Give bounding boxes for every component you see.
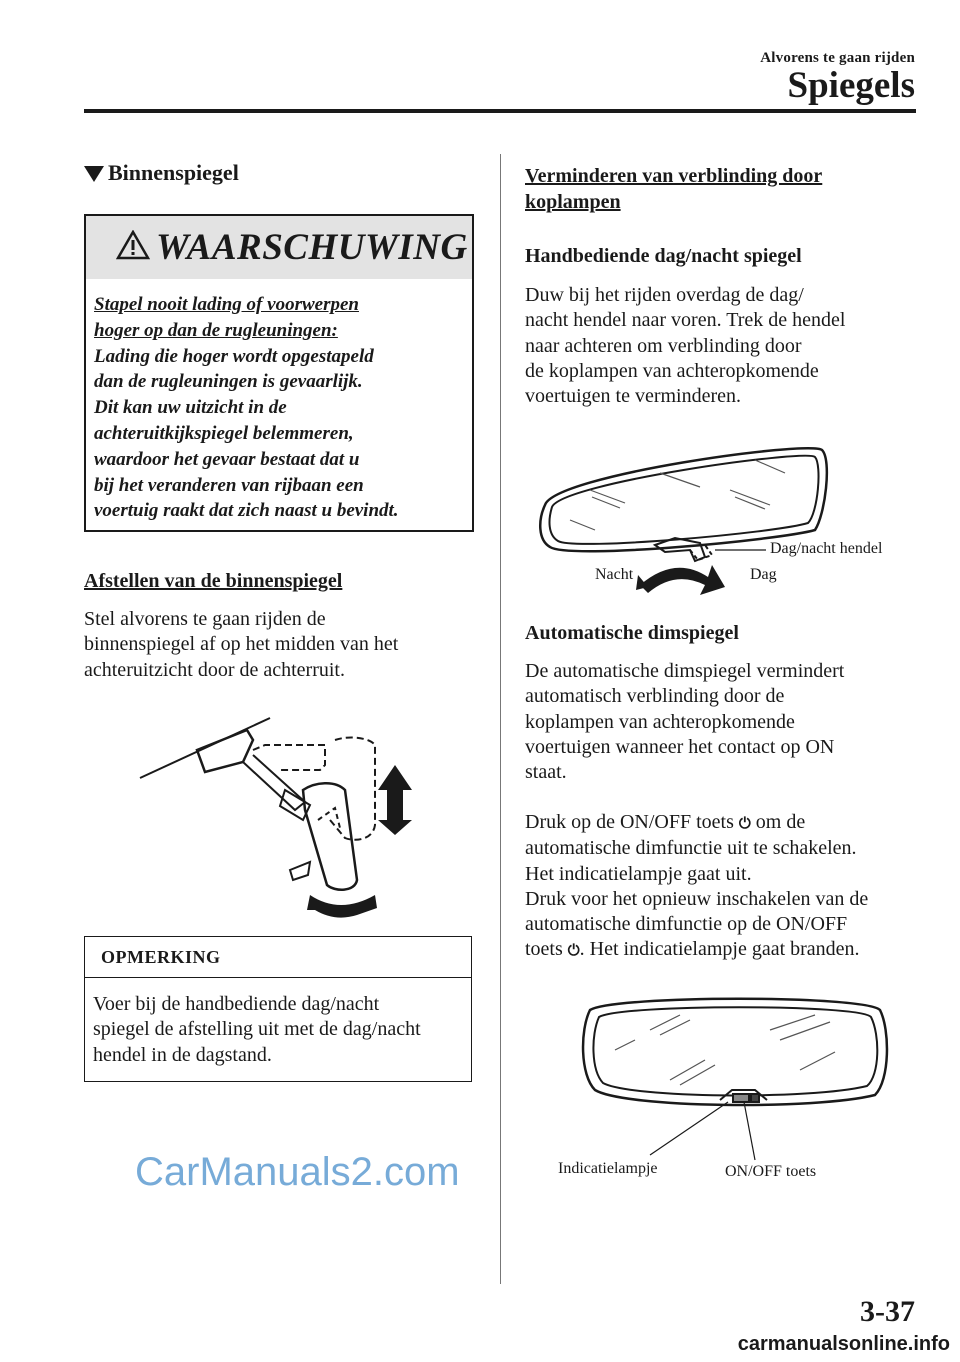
on-off-button-label: ON/OFF toets <box>725 1163 817 1180</box>
text-line: Druk voor het opnieuw inschakelen van de <box>525 887 869 910</box>
text-line: automatische dimfunctie uit te schakelen. <box>525 837 857 860</box>
text-line: automatische dimfunctie op de ON/OFF <box>525 913 848 936</box>
page-number: 3-37 <box>860 1295 915 1328</box>
text-line: voertuigen wanneer het contact op ON <box>525 735 835 758</box>
warning-line: bij het veranderen van rijbaan een <box>94 474 364 496</box>
manual-heading: Handbediende dag/nacht spiegel <box>525 245 802 267</box>
warning-header <box>86 216 472 279</box>
text-line: binnenspiegel af op het midden van het <box>84 633 399 656</box>
auto-dim-mirror-illustration <box>555 990 895 1165</box>
warning-box <box>84 214 474 532</box>
text-line: De automatische dimspiegel vermindert <box>525 660 845 682</box>
warning-line: waardoor het gevaar bestaat dat u <box>94 448 360 470</box>
night-label: Nacht <box>595 566 634 583</box>
warning-line: voertuig raakt dat zich naast u bevindt. <box>94 500 399 522</box>
footer-url: carmanualsonline.info <box>737 1333 950 1355</box>
text-line: spiegel de afstelling uit met de dag/nacht <box>93 1018 421 1041</box>
heading-line: Verminderen van verblinding door <box>525 165 823 187</box>
text-line: automatisch verblinding door de <box>525 685 785 708</box>
text-line <box>525 810 925 836</box>
indicator-label: Indicatielampje <box>558 1160 658 1177</box>
text-line: nacht hendel naar voren. Trek de hendel <box>525 309 846 332</box>
text-line: hendel in de dagstand. <box>93 1043 272 1066</box>
day-night-mirror-illustration <box>530 435 840 605</box>
note-body <box>93 992 467 1068</box>
text-line <box>525 937 925 963</box>
glare-heading <box>525 163 822 215</box>
mirror-adjust-illustration <box>135 710 425 920</box>
text-span: Druk op de ON/OFF toets <box>525 811 734 833</box>
text-span: toets <box>525 938 563 961</box>
header-section: Alvorens te gaan rijden <box>760 50 915 66</box>
watermark: CarManuals2.com <box>135 1150 460 1194</box>
text-span: om de <box>755 811 806 833</box>
power-icon: ⏻ <box>567 941 580 960</box>
text-line: Het indicatielampje gaat uit. <box>525 862 752 885</box>
warning-line: dan de rugleuningen is gevaarlijk. <box>94 371 363 393</box>
warning-triangle-icon <box>116 230 150 260</box>
text-line: koplampen van achteropkomende <box>525 710 795 733</box>
text-line: naar achteren om verblinding door <box>525 334 802 357</box>
header-rule <box>84 109 916 113</box>
adjust-heading: Afstellen van de binnenspiegel <box>84 570 343 592</box>
day-night-lever-label: Dag/nacht hendel <box>770 540 883 557</box>
note-title: OPMERKING <box>101 947 221 967</box>
heading-line: koplampen <box>525 191 621 213</box>
text-line: de koplampen van achteropkomende <box>525 359 819 382</box>
warning-line: achteruitkijkspiegel belemmeren, <box>94 422 354 444</box>
auto-dim-paragraph <box>525 659 925 785</box>
power-icon: ⏻ <box>738 814 751 832</box>
text-line: voertuigen te verminderen. <box>525 385 742 408</box>
text-line: Stel alvorens te gaan rijden de <box>84 608 326 630</box>
text-line: Duw bij het rijden overdag de dag/ <box>525 284 804 306</box>
warning-title: WAARSCHUWING <box>156 227 468 268</box>
note-header <box>85 937 471 978</box>
section-heading <box>84 160 239 186</box>
triangle-bullet-icon <box>84 166 104 182</box>
text-line: staat. <box>525 761 567 784</box>
warning-body <box>94 292 466 524</box>
manual-paragraph <box>525 283 925 409</box>
text-line: achteruitzicht door de achterruit. <box>84 658 345 681</box>
page-title: Spiegels <box>787 65 915 106</box>
warning-line: hoger op dan de rugleuningen: <box>94 319 338 341</box>
text-span: . Het indicatielampje gaat branden. <box>579 938 860 961</box>
adjust-paragraph <box>84 607 484 683</box>
on-off-paragraph <box>525 810 925 964</box>
warning-line: Dit kan uw uitzicht in de <box>94 397 287 419</box>
warning-line: Stapel nooit lading of voorwerpen <box>94 294 359 315</box>
note-box <box>84 936 472 1082</box>
column-divider <box>500 154 501 1284</box>
warning-line: Lading die hoger wordt opgestapeld <box>94 345 374 367</box>
text-line: Voer bij de handbediende dag/nacht <box>93 993 380 1015</box>
day-label: Dag <box>750 566 777 583</box>
auto-dim-heading: Automatische dimspiegel <box>525 622 739 644</box>
section-heading-text: Binnenspiegel <box>108 160 239 185</box>
